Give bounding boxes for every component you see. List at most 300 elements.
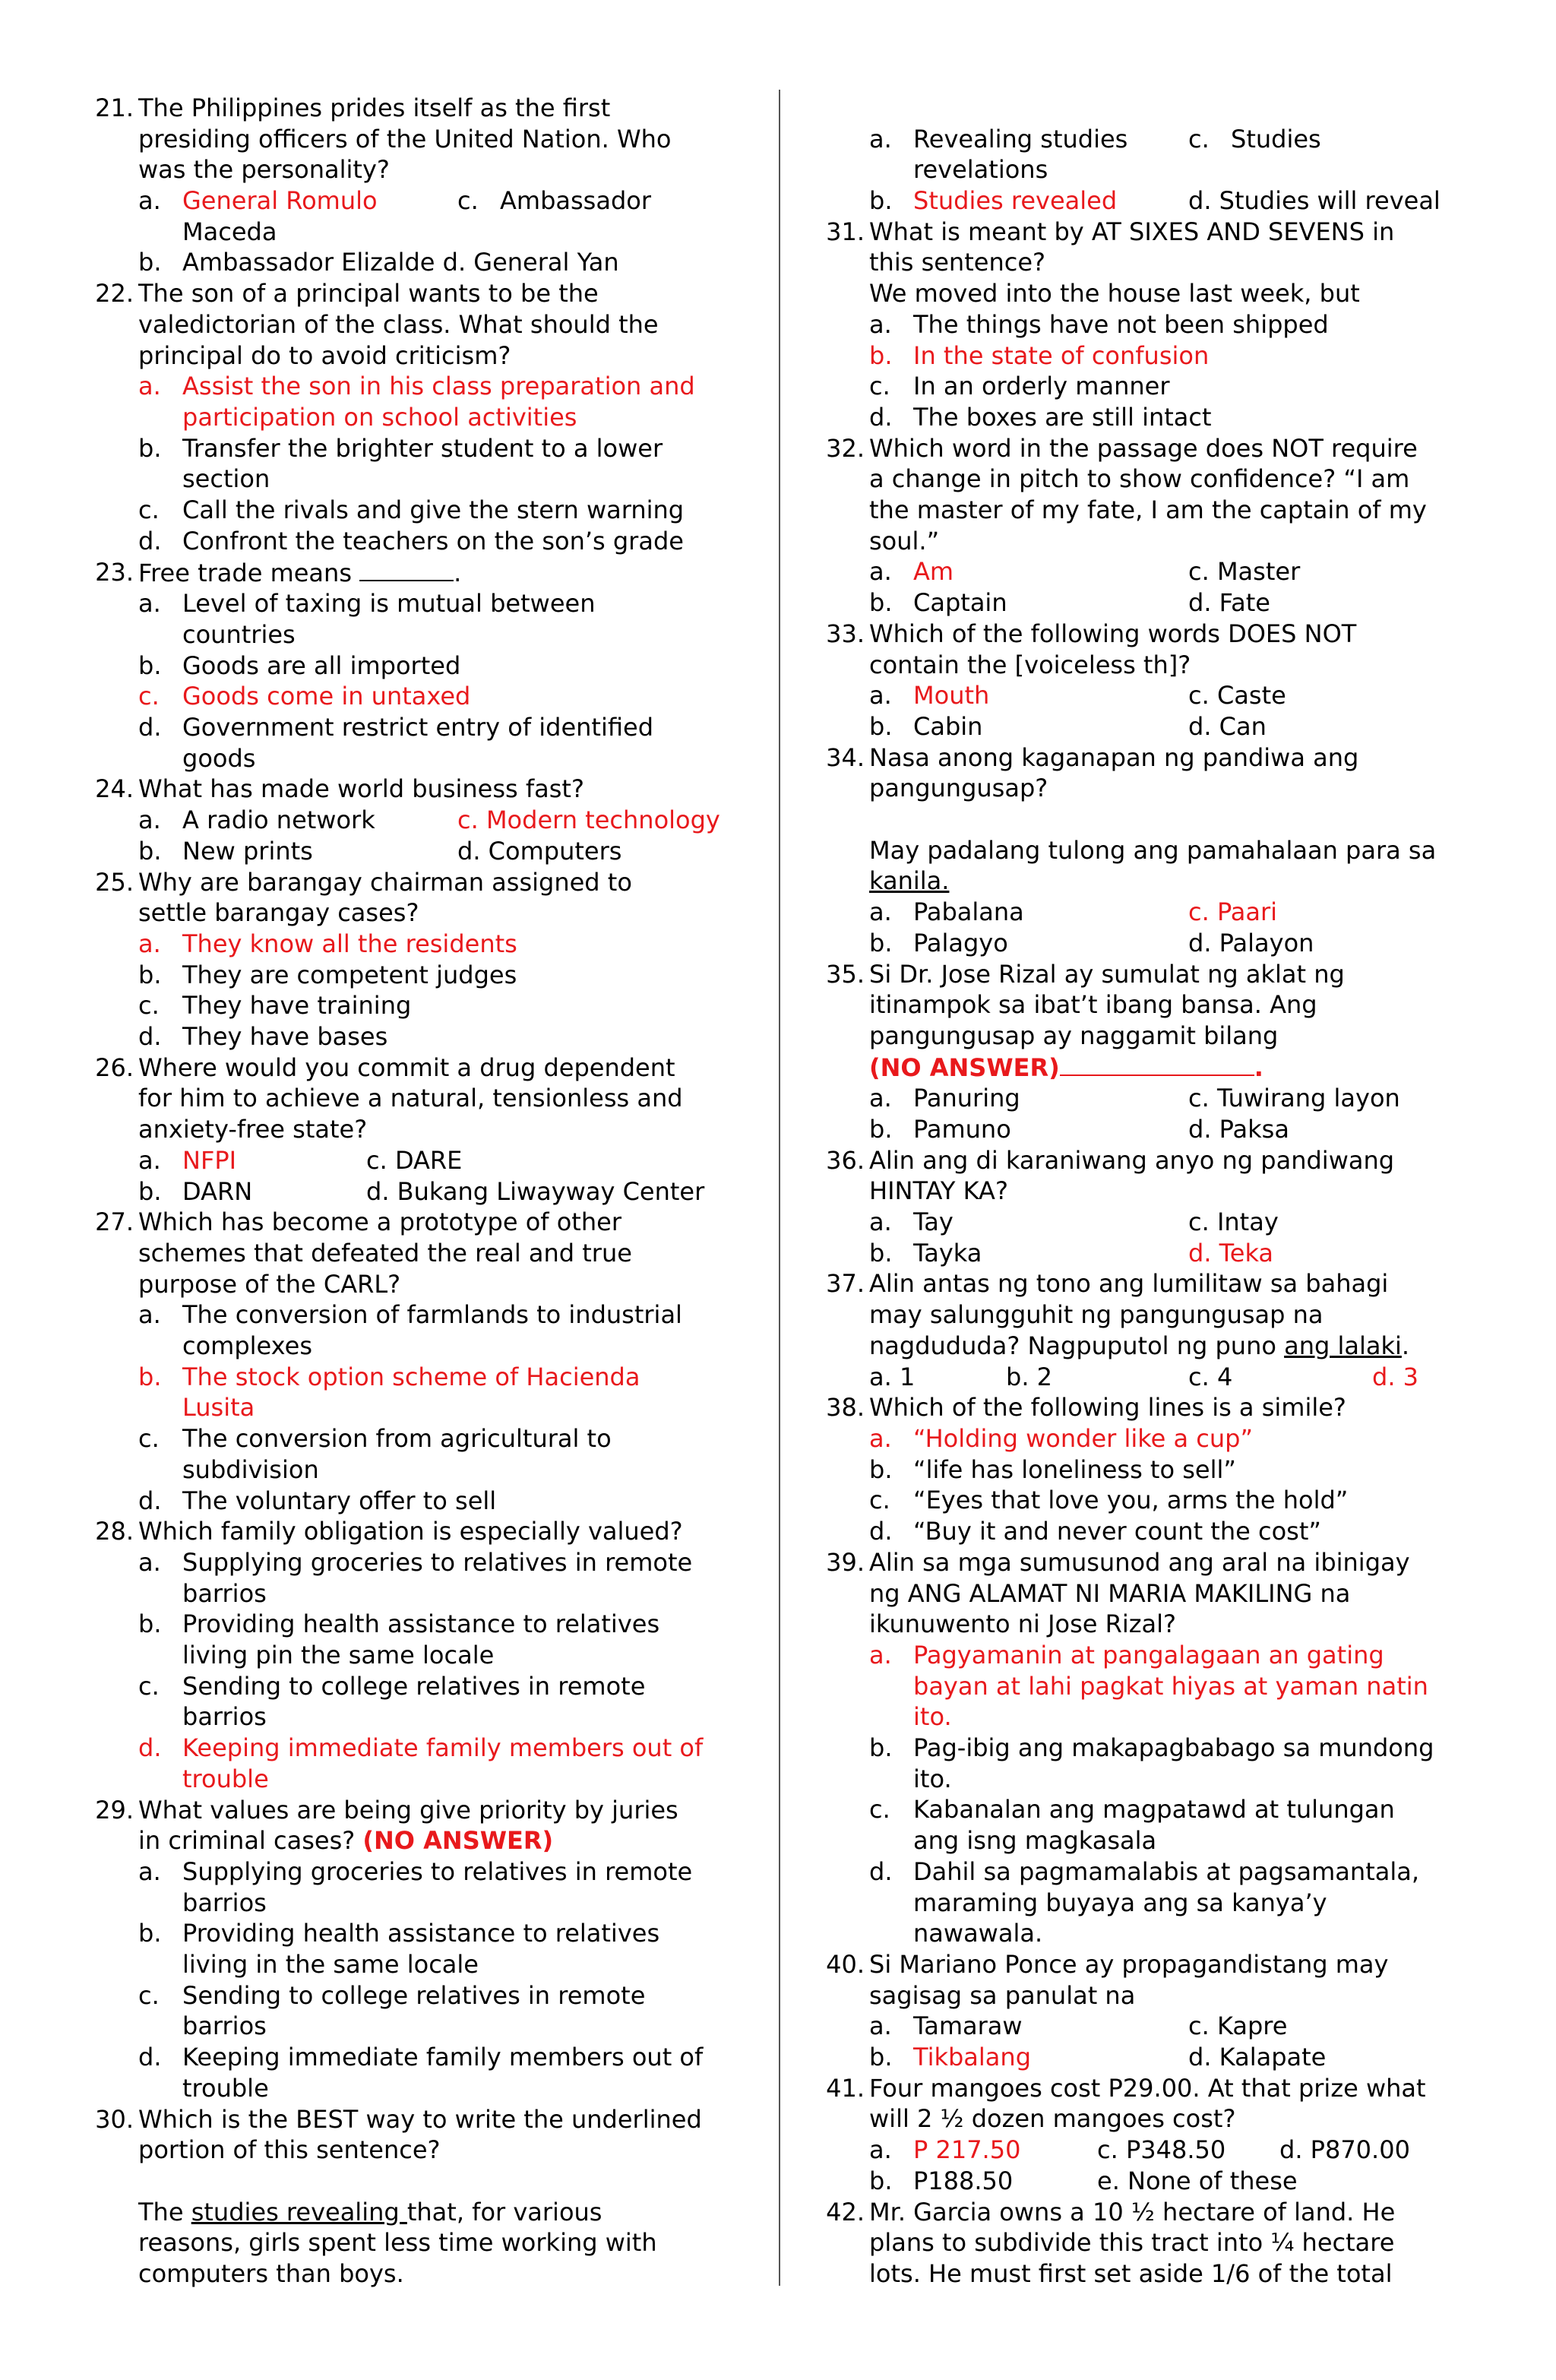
option-letter: a. [138,1145,161,1175]
option [91,1856,745,1918]
option-letter: a. [869,1084,892,1113]
sentence [869,866,1475,897]
option-letter: c. [1188,124,1210,153]
option-letter: c. [138,1980,160,2010]
option-letter: b. [869,1115,893,1144]
option-letter: a. [869,1423,892,1453]
question-text: anxiety-free state? [138,1115,368,1144]
option-text: c. Master [1188,557,1301,587]
option-text: Revealing studies [913,124,1128,153]
option-row [138,805,745,836]
question-text: a change in pitch to show confidence? “I am [869,464,1410,494]
option [91,1362,745,1423]
option-text: Providing health assistance to relatives [182,1919,660,1948]
question-23 [91,557,745,589]
question-number: 40. [826,1949,865,1979]
question-number: 22. [95,279,134,309]
option-answer: In the state of confusion [913,340,1210,370]
option-answer: Goods come in untaxed [182,682,471,711]
option-text: They have bases [182,1022,388,1052]
option-row [138,1176,745,1207]
question-38 [822,1392,1475,1423]
sentence: computers than boys. [138,2259,404,2289]
option-row [138,1145,745,1176]
sentence: May padalang tulong ang pamahalaan para sa [869,835,1437,865]
question-number: 36. [826,1145,865,1175]
question-text: portion of this sentence? [138,2135,441,2165]
option-text: “Eyes that love you, arms the hold” [913,1486,1349,1515]
option-answer: trouble [182,1764,269,1793]
option-text: Cabin [913,711,983,741]
option-text: section [182,464,270,494]
question-text: soul.” [869,526,940,555]
sentence-part: The [138,2197,191,2227]
option-text: subdivision [182,1454,319,1484]
option-text: Supplying groceries to relatives in remote [182,1547,693,1577]
question-27 [91,1207,745,1299]
question-text: We moved into the house last week, but [869,279,1360,309]
option-text: maraming buyaya ang sa kanya’y [913,1888,1327,1917]
option-answer: Pagyamanin at pangalagaan an gating [913,1640,1384,1669]
option-text: Call the rivals and give the stern warning [182,495,685,525]
option-text: complexes [182,1331,312,1361]
question-text: ng ANG ALAMAT NI MARIA MAKILING na [869,1578,1351,1608]
option [91,1609,745,1670]
option-text: A radio network [182,805,375,835]
question-text: Which word in the passage does NOT require [869,433,1418,463]
option [91,1486,745,1517]
option-letter: a. [138,1856,161,1886]
question-number: 33. [826,619,865,648]
option-text: living in the same locale [182,1950,479,1980]
question-text: sagisag sa panulat na [869,1980,1136,2010]
option-text: Tay [913,1207,954,1237]
option-text: d. Computers [457,836,622,866]
option [91,1021,745,1052]
option-row [869,2135,1475,2166]
option [822,1423,1475,1454]
option-letter: d. [138,1022,162,1052]
option-answer: Studies revealed [913,186,1118,216]
option-text: “life has loneliness to sell” [913,1454,1236,1484]
option-answer: Am [913,557,954,587]
question-35 [822,959,1475,1145]
option-letter: a. [869,124,892,153]
option-letter: a. [869,557,892,587]
option-text: barrios [182,1888,267,1917]
option-row [138,836,745,867]
option-letter: b. [869,186,893,216]
option-text: The boxes are still intact [913,402,1212,432]
question-29 [91,1795,745,1856]
question-text: settle barangay cases? [138,898,419,928]
question-text: Si Mariano Ponce ay propagandistang may [869,1949,1389,1979]
option-letter: b. [138,1362,162,1391]
option-row [869,1238,1475,1269]
option [91,371,745,432]
no-answer-flag: (NO ANSWER) [362,1826,554,1856]
option-letter: b. [869,1238,893,1268]
option-row [138,247,745,278]
question-text: the master of my fate, I am the captain of my [869,495,1427,525]
answer-blank [359,557,454,581]
question-text: Four mangoes cost P29.00. At that prize what [869,2073,1426,2103]
option-letter: a. [869,897,892,927]
option [91,960,745,991]
option-text: c. Caste [1188,681,1286,711]
option-letter: c. [138,1424,160,1454]
question-21 [91,93,745,278]
option-letter: d. [869,1517,893,1546]
option-text: living pin the same locale [182,1641,495,1670]
option-row [869,124,1475,155]
sentence-part: that, for various [406,2197,602,2227]
option-text: Providing health assistance to relatives [182,1609,660,1639]
answer-blank [1060,1052,1254,1076]
option-text: The conversion from agricultural to [182,1424,612,1454]
question-text: Which has become a prototype of other [138,1207,621,1237]
question-text: Alin antas ng tono ang lumilitaw sa bahagi [869,1269,1389,1299]
option-text: Tayka [913,1238,982,1268]
option-text: Keeping immediate family members out of [182,2043,704,2072]
option-letter: c. [138,495,160,525]
question-text: ikunuwento ni Jose Rizal? [869,1609,1177,1639]
question-text: lots. He must first set aside 1/6 of the total [869,2258,1393,2288]
option-letter: c. [869,1795,890,1825]
question-text: Why are barangay chairman assigned to [138,867,632,897]
option [822,1794,1475,1856]
question-text: schemes that defeated the real and true [138,1238,632,1268]
question-number: 35. [826,959,865,989]
question-31 [822,217,1475,309]
option-letter: a. [138,805,161,835]
option-letter: a. [869,2135,892,2165]
option-letter: a. [869,1207,892,1237]
question-number: 28. [95,1517,134,1546]
option-letter: c. [869,372,890,401]
option [822,1640,1475,1733]
question-text [138,557,745,589]
question-number: 38. [826,1393,865,1423]
option-answer: They know all the residents [182,929,517,958]
question-text: HINTAY KA? [869,1176,1008,1206]
question-number: 42. [826,2197,865,2227]
option-text: Sending to college relatives in remote [182,1980,646,2010]
option [91,588,745,650]
question-text: What has made world business fast? [138,774,584,804]
option-row [869,928,1475,959]
question-number: 41. [826,2073,865,2103]
option-text: Maceda [182,217,277,246]
option-answer: Tikbalang [913,2043,1031,2072]
option-letter: a. [138,186,161,216]
question-41 [822,2073,1475,2197]
option-text: c. Intay [1188,1207,1279,1237]
option-text: Kabanalan ang magpatawd at tulungan [913,1795,1395,1825]
option [91,1299,745,1361]
option-row [869,897,1475,928]
option-text: Tamaraw [913,2011,1023,2041]
option-text: DARN [182,1176,253,1206]
option-letter: a. [138,589,161,619]
question-26 [91,1052,745,1207]
question-text: pangungusap ay naggamit bilang [869,1021,1279,1050]
option-row [869,2042,1475,2073]
option [91,1733,745,1794]
question-42 [822,2197,1475,2290]
question-text: What values are being give priority by juries [138,1795,678,1825]
option-answer: c. Paari [1188,897,1278,927]
option-text: Ambassador [500,186,651,216]
option-letter: a. [138,929,161,958]
option-text: They are competent judges [182,960,517,989]
option-letter: d. [869,1856,893,1886]
question-text: Alin ang di karaniwang anyo ng pandiwang [869,1145,1395,1175]
option [822,1454,1475,1486]
option [91,433,745,495]
question-text-underlined: ang lalaki [1284,1331,1402,1360]
option-text: Captain [913,588,1007,618]
question-text: principal do to avoid criticism? [138,340,511,370]
spacer [869,804,1475,835]
option-letter: b. [869,1733,893,1763]
option-text: d. Paksa [1188,1115,1289,1144]
option-letter: a. [869,681,892,711]
option-text: barrios [182,1578,267,1608]
option-row [869,587,1475,619]
option-letter: a. [869,2011,892,2041]
option-text: d. P870.00 [1279,2135,1410,2165]
option-text: d. Studies will reveal [1188,186,1441,216]
option-letter: b. [138,1609,162,1639]
question-text: Mr. Garcia owns a 10 ½ hectare of land. He [869,2197,1396,2227]
question-24 [91,774,745,866]
option-text: Pamuno [913,1115,1011,1144]
question-36 [822,1145,1475,1269]
question-34 [822,742,1475,959]
option [91,1423,745,1485]
option-text: barrios [182,2011,267,2041]
question-text [138,1825,745,1856]
question-number: 29. [95,1795,134,1825]
question-text: The Philippines prides itself as the first [138,93,611,122]
option-text: Transfer the brighter student to a lower [182,433,663,463]
spacer [138,2166,745,2197]
question-number: 34. [826,742,865,772]
option [91,1671,745,1733]
question-number: 31. [826,217,865,246]
option-letter: b. [138,836,162,866]
option-letter: b. [869,340,893,370]
question-text [869,1331,1475,1362]
option-letter: a. [869,1640,892,1669]
option-answer: P 217.50 [913,2135,1021,2165]
option-row [869,711,1475,742]
question-30-options [822,124,1475,217]
option [822,1733,1475,1794]
option-text: goods [182,743,256,773]
question-number: 30. [95,2104,134,2134]
option-text: Studies [1231,124,1321,153]
option-text: barrios [182,1702,267,1732]
option-letter: c. [138,991,160,1021]
question-text-part: nagdududa? Nagpuputol ng puno [869,1331,1285,1360]
option-row [869,2011,1475,2042]
option-text: The conversion of farmlands to industrial [182,1300,682,1330]
sentence: reasons, girls spent less time working with [138,2228,657,2258]
option-text: countries [182,619,296,649]
option-text: trouble [182,2073,269,2103]
left-column [91,93,745,2290]
option-text: Pabalana [913,897,1024,927]
option-letter: b. [869,711,893,741]
question-text: Where would you commit a drug dependent [138,1052,675,1082]
option-row [869,154,1475,185]
option-letter: b. [869,2166,893,2195]
option [822,1485,1475,1516]
option [822,371,1475,402]
question-40 [822,1949,1475,2073]
option-text: b. 2 [1006,1362,1053,1391]
option-answer: Mouth [913,681,990,711]
option-answer: The stock option scheme of Hacienda [182,1362,640,1391]
option-letter: b. [138,650,162,680]
question-number: 25. [95,867,134,897]
question-text: Nasa anong kaganapan ng pandiwa ang [869,742,1359,772]
option-text: In an orderly manner [913,372,1170,401]
option-text: New prints [182,836,313,866]
question-number: 39. [826,1547,865,1577]
question-number: 21. [95,93,134,122]
question-28 [91,1516,745,1547]
question-stem-end: . [454,558,462,587]
option-letter: b. [138,433,162,463]
option-text: ang isng magkasala [913,1826,1157,1856]
spacer [822,93,1475,124]
option-text: d. Can [1188,711,1267,741]
option-text: d. Bukang Liwayway Center [366,1176,705,1206]
option-letter: a. [138,1547,161,1577]
option-letter: b. [869,928,893,957]
option [91,650,745,682]
option-letter: d. [869,402,893,432]
question-number: 27. [95,1207,134,1237]
question-text: may salungguhit ng pangungusap na [869,1300,1324,1330]
option-row [869,1083,1475,1114]
option-text: c. DARE [366,1145,463,1175]
no-answer-flag: (NO ANSWER) [869,1052,1060,1082]
option [91,1980,745,2042]
option-text: c. 4 [1188,1362,1233,1391]
option-answer: Lusita [182,1393,255,1423]
option-answer: NFPI [182,1145,237,1175]
option-row [869,2166,1475,2197]
question-text: pangungusap? [869,774,1048,803]
option [91,681,745,712]
question-number: 26. [95,1052,134,1082]
option-text: nawawala. [913,1919,1043,1948]
option-text: Ambassador Elizalde d. General Yan [182,248,619,277]
option-letter: d. [138,713,162,742]
option-text: Goods are all imported [182,650,461,680]
option-letter: b. [138,1919,162,1948]
option-letter: c. [138,1671,160,1701]
option [822,402,1475,433]
question-22 [91,278,745,371]
option-row [869,1114,1475,1145]
question-33 [822,619,1475,742]
option-answer: c. Modern technology [457,805,720,835]
question-text: Which of the following lines is a simile? [869,1393,1346,1423]
option-letter: b. [869,1454,893,1484]
option-text: Pag-ibig ang makapagbabago sa mundong [913,1733,1434,1763]
option-text: revelations [913,155,1048,185]
question-number: 37. [826,1269,865,1299]
question-number: 32. [826,433,865,463]
question-stem: Free trade means [138,558,352,587]
option-answer: Keeping immediate family members out of [182,1733,704,1763]
question-32 [822,433,1475,619]
right-column [822,93,1475,2290]
option-text: Level of taxing is mutual between [182,589,596,619]
question-text: Which of the following words DOES NOT [869,619,1357,648]
sentence [138,2197,745,2228]
question-text: valedictorian of the class. What should the [138,309,659,339]
question-text: was the personality? [138,155,390,185]
sentence-underlined: studies revealing [191,2197,407,2227]
option-letter: b. [138,960,162,989]
option-letter: b. [138,248,162,277]
option-text: d. Fate [1188,588,1270,618]
option-text: “Buy it and never count the cost” [913,1517,1321,1546]
option [822,1516,1475,1547]
option [91,1918,745,1980]
option-answer: General Romulo [182,186,378,216]
sentence-underlined: kanila. [869,866,950,896]
option-text: P188.50 [913,2166,1014,2195]
option-text: The things have not been shipped [913,309,1329,339]
option-text: ito. [913,1764,952,1793]
question-text: contain the [voiceless th]? [869,650,1191,679]
option-text: d. Kalapate [1188,2043,1327,2072]
option-answer: d. Teka [1188,1238,1274,1268]
option-text: Palagyo [913,928,1008,957]
option-text: Panuring [913,1084,1020,1113]
option-answer: “Holding wonder like a cup” [913,1423,1254,1453]
option [822,1856,1475,1949]
question-text: purpose of the CARL? [138,1269,401,1299]
option-text: c. Tuwirang layon [1188,1084,1400,1113]
option-text: The voluntary offer to sell [182,1486,497,1515]
option-row [869,680,1475,711]
option-row [869,1362,1475,1393]
option-row [869,1207,1475,1238]
question-text: will 2 ½ dozen mangoes cost? [869,2104,1236,2134]
option-letter: b. [138,1176,162,1206]
option-letter: c. [457,186,479,216]
option-answer: participation on school activities [182,402,577,432]
option-row [869,185,1475,217]
option-answer: ito. [913,1702,952,1732]
option-text: Sending to college relatives in remote [182,1671,646,1701]
option [91,1547,745,1609]
question-text-line: in criminal cases? [138,1826,356,1856]
option [822,309,1475,340]
option-row [138,185,745,217]
option-letter: b. [869,2043,893,2072]
option [91,712,745,774]
option-letter: a. [138,1300,161,1330]
